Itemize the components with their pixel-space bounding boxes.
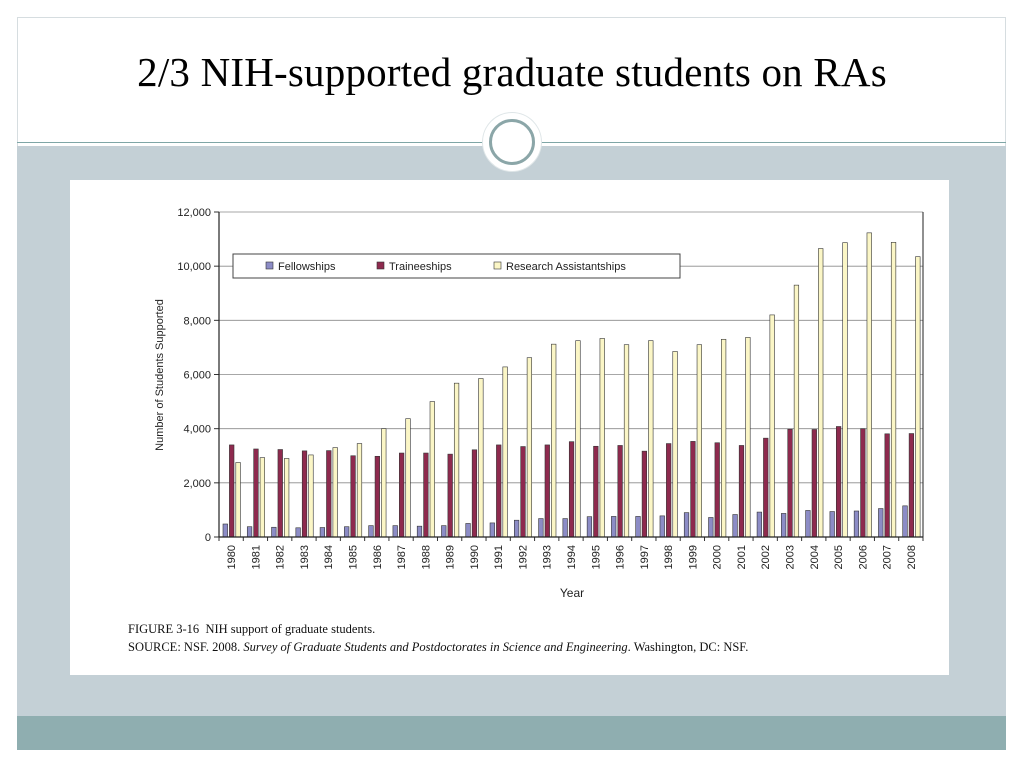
bar-research-assistantships-1999 <box>697 345 702 537</box>
bar-fellowships-1985 <box>344 527 349 537</box>
bar-traineeships-1985 <box>351 456 356 537</box>
bar-research-assistantships-1986 <box>381 429 386 537</box>
circle-ornament-icon <box>483 113 541 171</box>
x-tick-label: 1993 <box>541 545 554 570</box>
bar-fellowships-1982 <box>272 527 277 537</box>
bar-traineeships-1998 <box>666 444 671 537</box>
bar-fellowships-1995 <box>587 517 592 537</box>
legend-label-traineeships: Traineeships <box>389 261 452 273</box>
bar-traineeships-1981 <box>254 449 259 537</box>
bar-research-assistantships-1987 <box>406 419 411 537</box>
bar-traineeships-2001 <box>739 445 744 537</box>
legend-label-research-assistantships: Research Assistantships <box>506 261 626 273</box>
footer-band <box>17 716 1006 750</box>
bar-traineeships-2004 <box>812 429 817 537</box>
bar-traineeships-2007 <box>885 434 890 537</box>
source-label: SOURCE: NSF. 2008. <box>128 640 241 654</box>
x-axis-label: Year <box>559 586 585 600</box>
bar-research-assistantships-1989 <box>454 383 459 537</box>
bar-fellowships-1988 <box>417 526 422 537</box>
bar-fellowships-1981 <box>247 527 252 537</box>
bar-chart <box>70 180 949 620</box>
bar-fellowships-1980 <box>223 524 228 537</box>
bar-traineeships-1984 <box>327 451 332 537</box>
bar-traineeships-1996 <box>618 445 623 537</box>
bar-fellowships-2000 <box>709 518 714 538</box>
bar-traineeships-1987 <box>399 453 404 537</box>
x-tick-label: 1987 <box>396 545 409 570</box>
legend-swatch-research-assistantships <box>494 262 501 269</box>
bar-fellowships-2004 <box>806 510 811 537</box>
bar-traineeships-2005 <box>836 427 841 538</box>
x-tick-label: 2005 <box>833 545 846 570</box>
x-tick-label: 1981 <box>250 545 263 570</box>
bar-research-assistantships-1992 <box>527 358 532 537</box>
bar-fellowships-2008 <box>903 506 908 537</box>
bar-research-assistantships-1997 <box>648 341 653 537</box>
x-tick-label: 2004 <box>808 545 821 570</box>
y-axis-label: Number of Students Supported <box>154 299 166 451</box>
bar-research-assistantships-1998 <box>673 351 678 537</box>
bar-traineeships-1986 <box>375 456 380 537</box>
x-tick-label: 1982 <box>274 545 287 570</box>
bar-research-assistantships-1981 <box>260 458 265 537</box>
bar-research-assistantships-1983 <box>309 455 314 537</box>
bar-traineeships-2003 <box>788 429 793 537</box>
bar-research-assistantships-1990 <box>479 379 484 537</box>
x-tick-label: 2008 <box>905 545 918 570</box>
bar-fellowships-1984 <box>320 528 325 537</box>
y-tick-label: 10,000 <box>177 261 211 274</box>
bar-traineeships-2006 <box>861 429 866 537</box>
bar-traineeships-1991 <box>496 445 501 537</box>
bar-traineeships-1997 <box>642 451 647 537</box>
x-tick-label: 2003 <box>784 545 797 570</box>
bar-fellowships-2003 <box>781 513 786 537</box>
bar-research-assistantships-2003 <box>794 285 799 537</box>
bar-research-assistantships-1984 <box>333 448 338 537</box>
y-tick-labels <box>177 207 211 544</box>
slide-title: 2/3 NIH-supported graduate students on RAs <box>137 49 887 95</box>
x-tick-label: 1989 <box>444 545 457 570</box>
x-tick-label: 2006 <box>857 545 870 570</box>
bar-fellowships-1990 <box>466 523 471 537</box>
bar-traineeships-1980 <box>229 445 234 537</box>
y-tick-label: 2,000 <box>183 477 211 490</box>
y-tick-label: 8,000 <box>183 315 211 328</box>
legend-swatch-fellowships <box>266 262 273 269</box>
y-tick-label: 4,000 <box>183 423 211 436</box>
bar-fellowships-1997 <box>636 516 641 537</box>
bar-traineeships-2002 <box>763 438 768 537</box>
bar-research-assistantships-2007 <box>891 242 896 537</box>
bar-research-assistantships-1994 <box>576 341 581 537</box>
x-tick-label: 1998 <box>663 545 676 570</box>
bar-fellowships-1993 <box>539 519 544 537</box>
bar-fellowships-1994 <box>563 519 568 537</box>
x-tick-label: 1990 <box>468 545 481 570</box>
bar-traineeships-1993 <box>545 445 550 537</box>
x-tick-label: 1999 <box>687 545 700 570</box>
bar-traineeships-1982 <box>278 450 283 537</box>
x-tick-label: 2000 <box>711 545 724 570</box>
x-tick-label: 1991 <box>493 545 506 570</box>
bar-traineeships-1989 <box>448 454 453 537</box>
bar-fellowships-1989 <box>441 526 446 537</box>
source-title: Survey of Graduate Students and Postdoctorates in Science and Engineering <box>243 640 628 654</box>
bar-research-assistantships-2006 <box>867 233 872 537</box>
y-tick-label: 6,000 <box>183 369 211 382</box>
x-tick-label: 1986 <box>371 545 384 570</box>
x-tick-label: 1983 <box>298 545 311 570</box>
bar-research-assistantships-1980 <box>236 463 241 537</box>
bar-research-assistantships-2004 <box>818 249 823 537</box>
bar-fellowships-2005 <box>830 512 835 537</box>
bar-fellowships-1983 <box>296 528 301 537</box>
bar-fellowships-2002 <box>757 512 762 537</box>
bar-research-assistantships-2008 <box>916 257 921 537</box>
x-tick-label: 1985 <box>347 545 360 570</box>
bar-fellowships-2006 <box>854 511 859 537</box>
y-tick-label: 0 <box>204 532 211 544</box>
figure-text: NIH support of graduate students. <box>205 622 376 636</box>
bar-research-assistantships-1995 <box>600 338 605 537</box>
figure-label: FIGURE 3-16 <box>128 622 200 636</box>
x-tick-label: 1988 <box>420 545 433 570</box>
bar-fellowships-2007 <box>878 509 883 537</box>
bar-research-assistantships-2005 <box>843 243 848 537</box>
legend <box>233 254 680 278</box>
bar-fellowships-1996 <box>611 516 616 537</box>
bar-fellowships-1999 <box>684 513 689 537</box>
bar-research-assistantships-1996 <box>624 345 629 537</box>
bar-research-assistantships-1993 <box>551 344 556 537</box>
legend-label-fellowships: Fellowships <box>278 261 336 273</box>
x-tick-label: 1980 <box>226 545 239 570</box>
bar-traineeships-1992 <box>521 447 526 537</box>
bar-research-assistantships-1991 <box>503 367 508 537</box>
x-tick-label: 1996 <box>614 545 627 570</box>
bar-traineeships-1999 <box>691 441 696 537</box>
bar-research-assistantships-2001 <box>746 337 751 537</box>
x-tick-label: 2007 <box>881 545 894 570</box>
bar-traineeships-1994 <box>569 442 574 537</box>
x-tick-label: 1994 <box>566 545 578 570</box>
x-tick-label: 1992 <box>517 545 530 570</box>
bar-research-assistantships-2002 <box>770 315 775 537</box>
caption-figure-line <box>128 620 938 638</box>
bar-fellowships-1992 <box>514 520 519 537</box>
caption-source-line <box>128 638 938 656</box>
bar-traineeships-1995 <box>594 446 599 537</box>
bar-traineeships-2000 <box>715 443 720 537</box>
bar-traineeships-2008 <box>909 434 914 537</box>
bar-traineeships-1988 <box>424 453 429 537</box>
figure-caption <box>128 620 938 656</box>
x-tick-label: 1995 <box>590 545 603 570</box>
bar-fellowships-1987 <box>393 526 398 537</box>
bar-research-assistantships-1985 <box>357 444 362 537</box>
bar-fellowships-2001 <box>733 515 738 537</box>
legend-swatch-traineeships <box>377 262 384 269</box>
bar-fellowships-1986 <box>369 526 374 537</box>
x-tick-label: 1997 <box>638 545 651 570</box>
x-tick-label: 2001 <box>735 545 748 570</box>
y-tick-label: 12,000 <box>177 207 211 219</box>
bar-fellowships-1998 <box>660 516 665 537</box>
source-rest: . Washington, DC: NSF. <box>627 640 749 654</box>
figure-panel <box>70 180 949 675</box>
bar-fellowships-1991 <box>490 523 495 537</box>
x-tick-labels <box>226 545 918 569</box>
bar-traineeships-1983 <box>302 451 307 537</box>
bar-traineeships-1990 <box>472 450 477 537</box>
bar-research-assistantships-1988 <box>430 402 435 537</box>
x-tick-label: 1984 <box>323 545 336 570</box>
x-tick-label: 2002 <box>760 545 773 570</box>
bar-research-assistantships-1982 <box>284 458 289 537</box>
bar-research-assistantships-2000 <box>721 339 726 537</box>
